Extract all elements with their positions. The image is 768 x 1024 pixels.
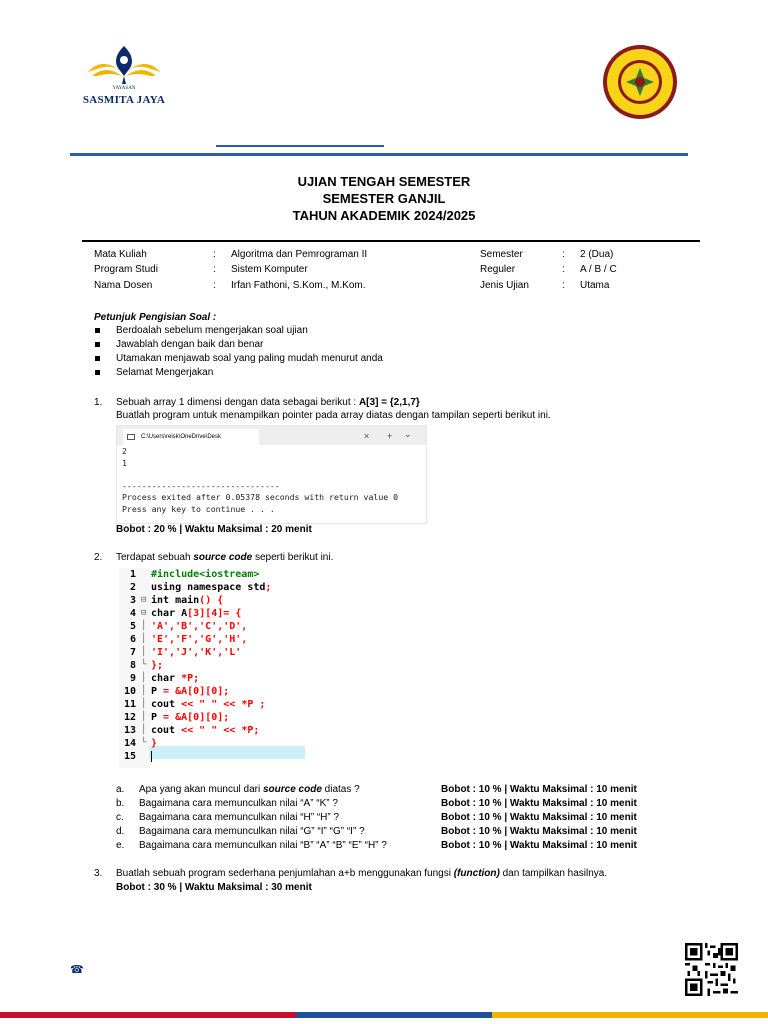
fold-icon[interactable]: ⊟ bbox=[141, 608, 147, 618]
sub-question-weight: Bobot : 10 % | Waktu Maksimal : 10 menit bbox=[441, 840, 637, 851]
question-number: 1. bbox=[94, 397, 103, 408]
code-line bbox=[119, 594, 305, 607]
meta-value: Utama bbox=[580, 280, 610, 291]
emphasis: (function) bbox=[453, 868, 500, 879]
sub-question-weight: Bobot : 10 % | Waktu Maksimal : 10 menit bbox=[441, 784, 637, 795]
text-cursor[interactable] bbox=[151, 751, 152, 762]
code-line bbox=[119, 672, 305, 685]
semester-title: SEMESTER GANJIL bbox=[322, 191, 446, 206]
code-text: 'I','J','K','L' bbox=[151, 647, 242, 658]
code-text: cout bbox=[151, 699, 182, 710]
question-text: Sebuah array 1 dimensi dengan data sebagai berikut : bbox=[116, 397, 359, 408]
line-number: 15 bbox=[123, 751, 136, 762]
fold-icon[interactable]: ⊟ bbox=[141, 595, 147, 605]
sub-question-label: b. bbox=[116, 798, 125, 809]
code-text: cout bbox=[151, 725, 182, 736]
academic-year-title: TAHUN AKADEMIK 2024/2025 bbox=[292, 208, 476, 223]
line-number: 4 bbox=[129, 608, 136, 619]
university-seal-icon bbox=[602, 44, 678, 120]
sub-question-weight: Bobot : 10 % | Waktu Maksimal : 10 menit bbox=[441, 798, 637, 809]
sub-question-label: c. bbox=[116, 812, 124, 823]
footer-bar-red bbox=[0, 1012, 296, 1018]
question-number: 3. bbox=[94, 868, 103, 879]
meta-value: A / B / C bbox=[580, 264, 617, 275]
question-text: Terdapat sebuah bbox=[116, 552, 194, 563]
code-text: 'A','B','C','D', bbox=[151, 621, 248, 632]
code-text: 3 bbox=[193, 608, 200, 619]
question-number: 2. bbox=[94, 552, 103, 563]
code-text: () { bbox=[199, 595, 224, 606]
list-item: Berdoalah sebelum mengerjakan soal ujian bbox=[94, 324, 383, 338]
code-text: }; bbox=[151, 660, 164, 671]
code-text: 4 bbox=[211, 608, 218, 619]
sub-question-weight: Bobot : 10 % | Waktu Maksimal : 10 menit bbox=[441, 812, 637, 823]
close-icon: × bbox=[364, 431, 370, 441]
code-text: ]; bbox=[217, 712, 230, 723]
line-number: 1 bbox=[129, 569, 136, 580]
code-text: using namespace std bbox=[151, 582, 266, 593]
line-number: 7 bbox=[129, 647, 136, 658]
question-1-line1 bbox=[116, 396, 420, 410]
line-number: 5 bbox=[129, 621, 136, 632]
terminal-icon bbox=[127, 434, 135, 440]
code-line bbox=[119, 633, 305, 646]
fold-guide: │ bbox=[141, 621, 147, 631]
list-item: Utamakan menjawab soal yang paling mudah menurut anda bbox=[94, 352, 383, 366]
line-number: 10 bbox=[123, 686, 136, 697]
question-3-text bbox=[116, 867, 607, 881]
code-text: } bbox=[151, 738, 158, 749]
plus-icon: + bbox=[387, 431, 393, 441]
footer-bar-blue bbox=[296, 1012, 492, 1018]
meta-value: Algoritma dan Pemrograman II bbox=[231, 249, 368, 260]
sub-question-text: Bagaimana cara memunculkan nilai “G” “I” “G” “I” ? bbox=[139, 826, 365, 837]
code-text: ]; bbox=[217, 686, 230, 697]
code-line bbox=[119, 659, 305, 672]
fold-guide: │ bbox=[141, 686, 147, 696]
question-text: seperti berikut ini. bbox=[252, 552, 334, 563]
meta-label: Jenis Ujian bbox=[480, 280, 529, 291]
fold-guide: │ bbox=[141, 712, 147, 722]
emphasis: source code bbox=[262, 784, 322, 795]
instructions-title: Petunjuk Pengisian Soal : bbox=[94, 312, 217, 323]
header-divider bbox=[70, 153, 688, 156]
meta-colon: : bbox=[562, 280, 565, 291]
sub-question-text: Bagaimana cara memunculkan nilai “H” “H” ? bbox=[139, 812, 340, 823]
console-tab-title: C:\Users\reisk\OneDrive\Desk bbox=[141, 434, 222, 440]
sub-question-label: d. bbox=[116, 826, 125, 837]
meta-value: Sistem Komputer bbox=[231, 264, 308, 275]
fold-guide: │ bbox=[141, 634, 147, 644]
exam-title: UJIAN TENGAH SEMESTER bbox=[297, 174, 471, 189]
sub-question-label: a. bbox=[116, 784, 125, 795]
code-text: << " " << *P; bbox=[181, 725, 260, 736]
meta-colon: : bbox=[562, 249, 565, 260]
question-2-intro bbox=[116, 551, 333, 565]
chevron-down-icon: ⌄ bbox=[404, 429, 412, 439]
code-text: [ bbox=[187, 608, 194, 619]
sub-question-text: Bagaimana cara memunculkan nilai “A” “K” ? bbox=[139, 798, 338, 809]
code-line bbox=[119, 698, 305, 711]
code-text: << " " << *P ; bbox=[181, 699, 266, 710]
header-accent-line bbox=[216, 145, 384, 147]
code-line bbox=[119, 737, 305, 750]
code-text: 0 bbox=[193, 686, 200, 697]
code-line bbox=[119, 581, 305, 594]
meta-colon: : bbox=[213, 264, 216, 275]
fold-guide: │ bbox=[141, 673, 147, 683]
sasmita-jaya-emblem-icon bbox=[82, 42, 166, 88]
console-output: 2 1 -------------------------------- Process exited after 0.05378 seconds with return value 0 Press any key to continue . . . bbox=[122, 446, 399, 514]
meta-value: 2 (Dua) bbox=[580, 249, 614, 260]
meta-colon: : bbox=[213, 249, 216, 260]
code-text: #include<iostream> bbox=[151, 569, 260, 580]
emphasis: source code bbox=[193, 552, 253, 563]
meta-divider bbox=[82, 240, 700, 242]
line-number: 2 bbox=[129, 582, 136, 593]
sub-question-text: Bagaimana cara memunculkan nilai “B” “A” “B” “E” “H” ? bbox=[139, 840, 387, 851]
code-text: char A bbox=[151, 608, 188, 619]
fold-guide: └ bbox=[141, 660, 147, 670]
question-3-weight: Bobot : 30 % | Waktu Maksimal : 30 menit bbox=[116, 882, 312, 893]
console-tab bbox=[123, 429, 259, 445]
code-line bbox=[119, 750, 305, 763]
code-text: = &A[ bbox=[163, 712, 194, 723]
code-line bbox=[119, 711, 305, 724]
code-line bbox=[119, 724, 305, 737]
list-item: Selamat Mengerjakan bbox=[94, 366, 383, 380]
code-text: ][ bbox=[199, 712, 212, 723]
sub-question-text bbox=[139, 783, 360, 797]
line-number: 11 bbox=[123, 699, 136, 710]
code-text: char bbox=[151, 673, 182, 684]
code-text: ]= { bbox=[217, 608, 242, 619]
code-line bbox=[119, 685, 305, 698]
sasmita-jaya-logo bbox=[82, 42, 166, 112]
question-1-line2: Buatlah program untuk menampilkan pointer pada array diatas dengan tampilan seperti berikut ini. bbox=[116, 410, 551, 421]
logo-subtitle: YAYASAN bbox=[112, 86, 136, 91]
code-text: 0 bbox=[193, 712, 200, 723]
meta-label: Nama Dosen bbox=[94, 280, 153, 291]
list-item: Jawablah dengan baik dan benar bbox=[94, 338, 383, 352]
question-text: diatas ? bbox=[321, 784, 360, 795]
code-text: 0 bbox=[211, 686, 218, 697]
meta-label: Program Studi bbox=[94, 264, 158, 275]
fold-guide: │ bbox=[141, 647, 147, 657]
sub-question-weight: Bobot : 10 % | Waktu Maksimal : 10 menit bbox=[441, 826, 637, 837]
fold-guide: │ bbox=[141, 699, 147, 709]
instructions-list bbox=[94, 324, 383, 380]
line-number: 3 bbox=[129, 595, 136, 606]
fold-guide: │ bbox=[141, 725, 147, 735]
question-1-weight: Bobot : 20 % | Waktu Maksimal : 20 menit bbox=[116, 524, 312, 535]
code-text: 0 bbox=[211, 712, 218, 723]
code-text: int main bbox=[151, 595, 200, 606]
code-text: P bbox=[151, 712, 164, 723]
code-line bbox=[119, 620, 305, 633]
line-number: 8 bbox=[129, 660, 136, 671]
code-text: P bbox=[151, 686, 164, 697]
code-listing bbox=[119, 568, 305, 768]
fold-guide: └ bbox=[141, 738, 147, 748]
array-definition: A[3] = {2,1,7} bbox=[358, 397, 420, 408]
code-text: ][ bbox=[199, 608, 212, 619]
code-line bbox=[119, 568, 305, 581]
logo-brand-text: SASMITA JAYA bbox=[82, 94, 166, 106]
console-tabbar bbox=[117, 426, 426, 445]
qr-code-icon bbox=[685, 943, 738, 996]
sub-question-label: e. bbox=[116, 840, 125, 851]
question-text: dan tampilkan hasilnya. bbox=[499, 868, 608, 879]
phone-icon: ☎ bbox=[70, 964, 84, 976]
code-text: ; bbox=[265, 582, 272, 593]
line-number: 6 bbox=[129, 634, 136, 645]
meta-label: Reguler bbox=[480, 264, 516, 275]
question-text: Buatlah sebuah program sederhana penjumlahan a+b menggunakan fungsi bbox=[116, 868, 454, 879]
meta-value: Irfan Fathoni, S.Kom., M.Kom. bbox=[231, 280, 366, 291]
meta-colon: : bbox=[562, 264, 565, 275]
line-number: 9 bbox=[129, 673, 136, 684]
line-number: 12 bbox=[123, 712, 136, 723]
code-text: 'E','F','G','H', bbox=[151, 634, 248, 645]
code-text: = &A[ bbox=[163, 686, 194, 697]
code-text: ][ bbox=[199, 686, 212, 697]
meta-label: Mata Kuliah bbox=[94, 249, 147, 260]
code-text: *P; bbox=[181, 673, 200, 684]
code-line bbox=[119, 607, 305, 620]
question-text: Apa yang akan muncul dari bbox=[139, 784, 263, 795]
console-screenshot bbox=[116, 425, 427, 524]
meta-colon: : bbox=[213, 280, 216, 291]
line-number: 13 bbox=[123, 725, 136, 736]
footer-bar-yellow bbox=[492, 1012, 768, 1018]
meta-label: Semester bbox=[480, 249, 523, 260]
code-line bbox=[119, 646, 305, 659]
line-number: 14 bbox=[123, 738, 136, 749]
